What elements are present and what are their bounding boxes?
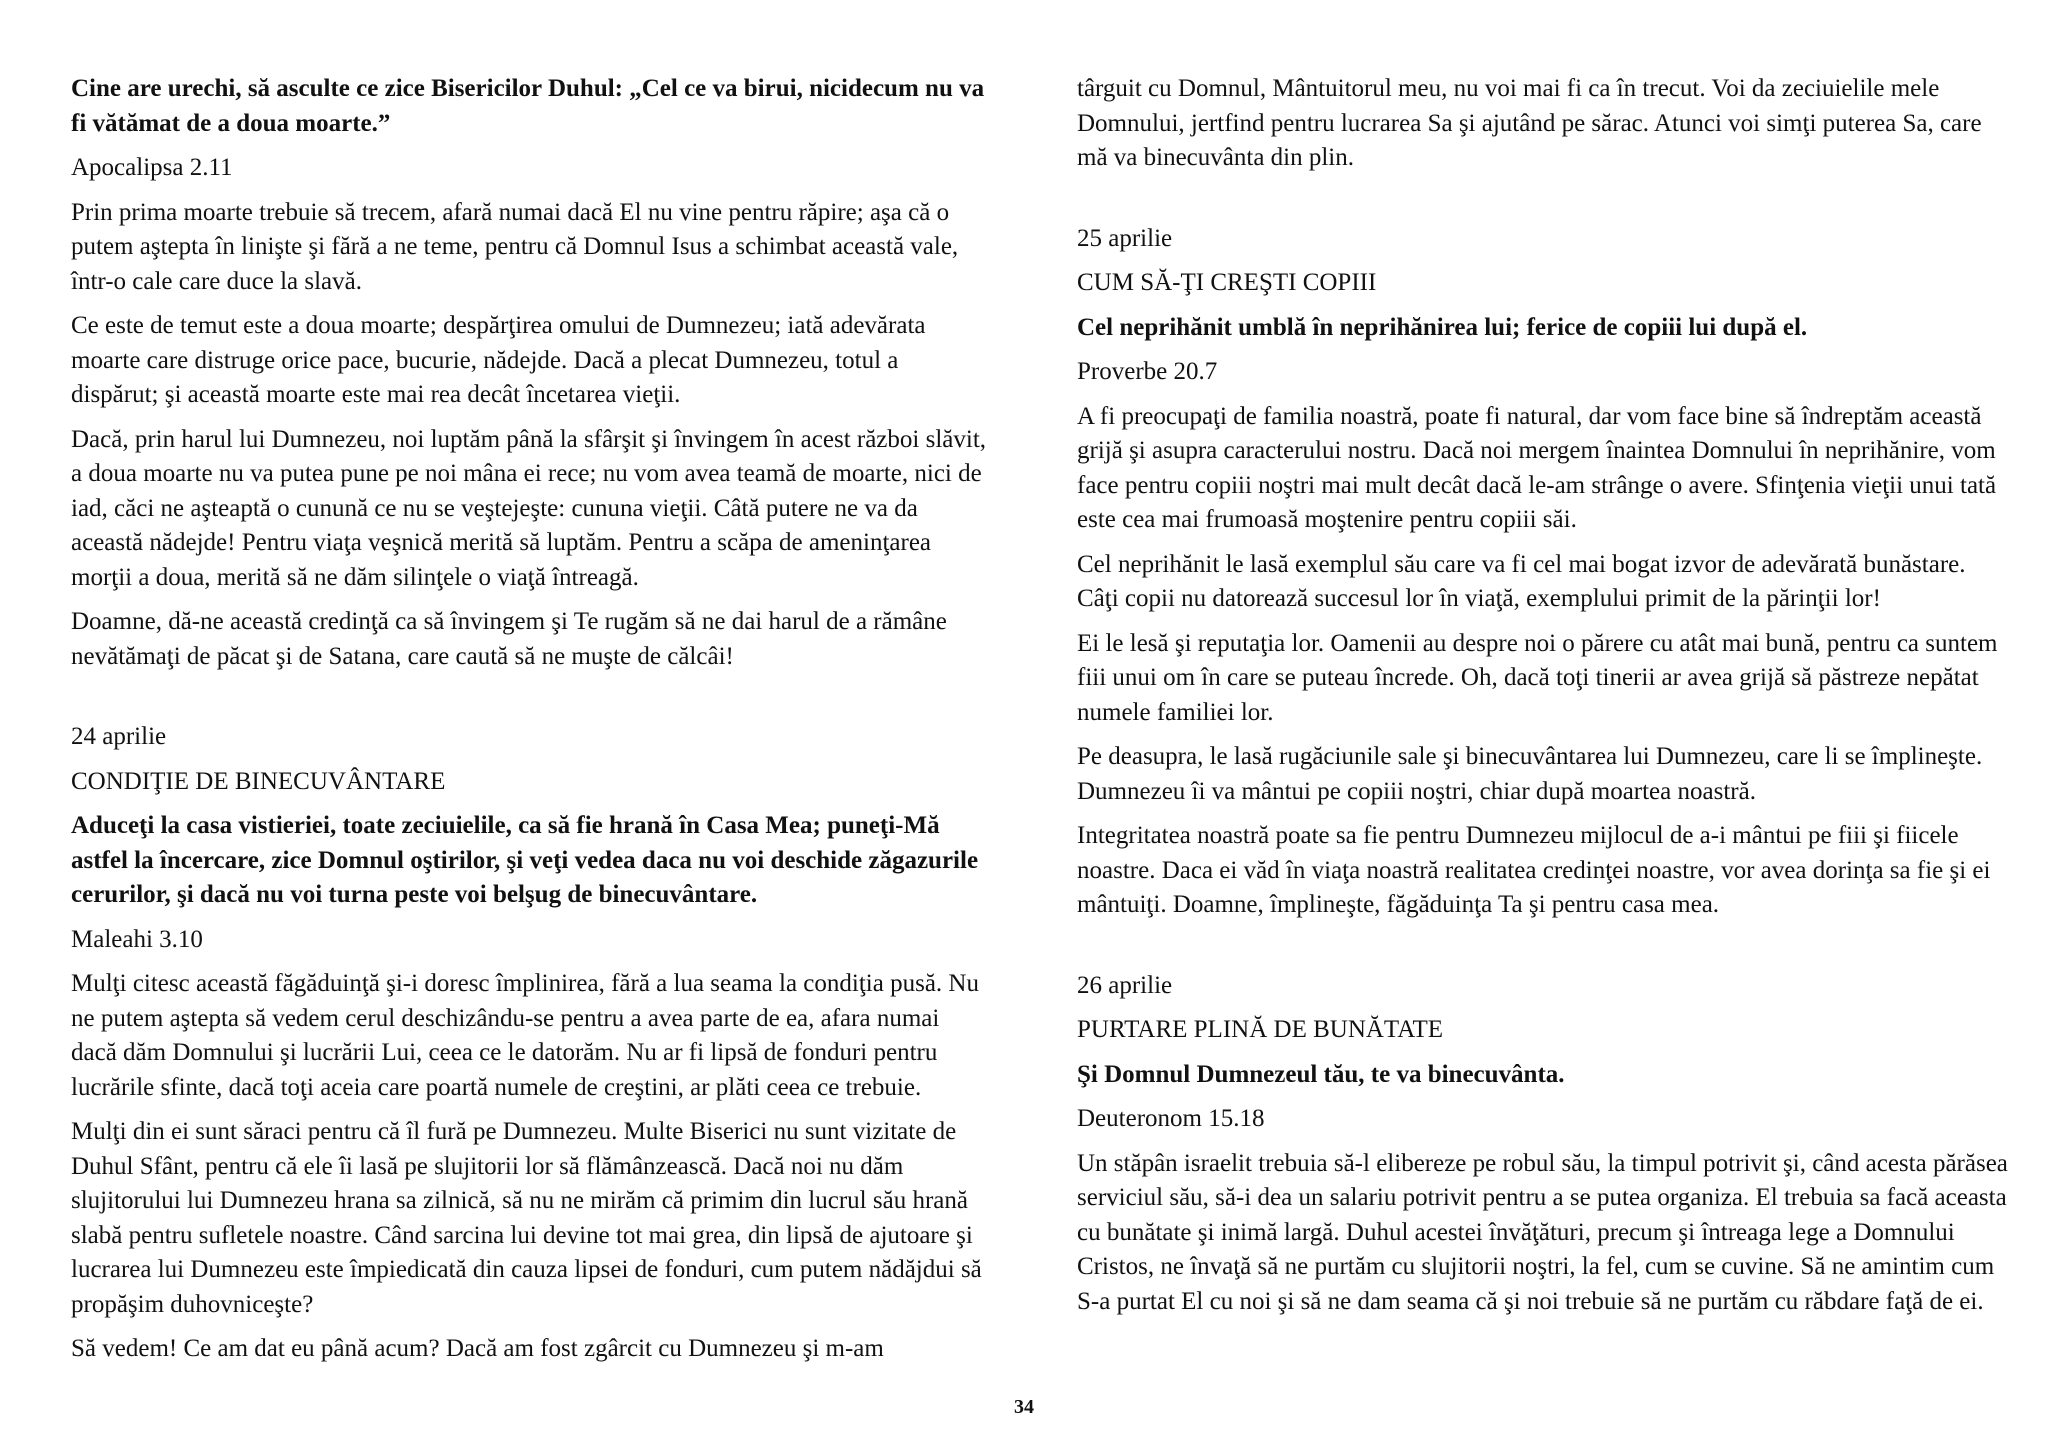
paragraph: Dacă, prin harul lui Dumnezeu, noi luptăm până la sfârşit şi învingem în acest război slăvit, a doua moarte nu va putea pune pe noi mâna ei rece; nu vom avea teamă de moarte, nici de iad, căci ne aşteaptă o cunună ce nu se veştejeşte: cununa vieţii. Câtă putere ne va da această nădejde! Pentru viaţa veşnică merită să luptăm. Pentru a scăpa de ameninţarea morţii a doua, merită să ne dăm silinţele o viaţă întreagă. bbox=[71, 425, 987, 591]
right-column bbox=[1077, 72, 2012, 1319]
paragraph: Mulţi din ei sunt săraci pentru că îl fură pe Dumnezeu. Multe Biserici nu sunt vizitate de Duhul Sfânt, pentru că ele îi lasă pe slujitorii lor să flămânzească. Dacă noi nu dăm slujitorului lui Dumnezeu hrana sa zilnică, să nu ne mirăm că primim din lucrul său hrană slabă pentru sufletele noastre. Când sarcina lui devine tot mai grea, din lipsă de ajutoare şi lucrarea lui Dumnezeu este împiedicată din cauza lipsei de fonduri, cum putem nădăjdui să propăşim duhovniceşte? bbox=[71, 1118, 982, 1318]
intro-verse: Cine are urechi, să asculte ce zice Bisericilor Duhul: „Cel ce va birui, nicidecum nu va fi vătămat de a doua moarte.” bbox=[71, 75, 985, 137]
entry-reference: Maleahi 3.10 bbox=[71, 925, 203, 953]
entry-24-aprilie bbox=[71, 720, 991, 1367]
entry-date: 24 aprilie bbox=[71, 723, 167, 750]
paragraph: Ce este de temut este a doua moarte; despărţirea omului de Dumnezeu; iată adevărata moarte care distruge orice pace, bucurie, nădejde. Dacă a plecat Dumnezeu, totul a dispărut; şi această moarte este mai rea decât încetarea vieţii. bbox=[71, 312, 926, 408]
intro-reference: Apocalipsa 2.11 bbox=[71, 154, 233, 181]
entry-verse: Şi Domnul Dumnezeul tău, te va binecuvânta. bbox=[1077, 1060, 1565, 1088]
paragraph: Ei le lesă şi reputaţia lor. Oamenii au despre noi o părere cu atât mai bună, pentru ca suntem fiii unui om în care se puteau încrede. Oh, dacă toţi tinerii ar avea grijă să păstreze nepătat numele familiei lor. bbox=[1077, 629, 1998, 726]
left-column bbox=[71, 72, 991, 1367]
paragraph: Prin prima moarte trebuie să trecem, afară numai dacă El nu vine pentru răpire; aşa că o putem aştepta în linişte şi fără a ne teme, pentru că Domnul Isus a schimbat această vale, într-o cale care duce la slavă. bbox=[71, 198, 959, 295]
entry-26-aprilie bbox=[1077, 969, 2012, 1320]
entry-date: 26 aprilie bbox=[1077, 971, 1173, 999]
entry-reference: Deuteronom 15.18 bbox=[1077, 1105, 1265, 1132]
paragraph: Integritatea noastră poate sa fie pentru Dumnezeu mijlocul de a-i mântui pe fiii şi fiicele noastre. Daca ei văd în viaţa noastră realitatea credinţei noastre, vor avea dorinţa sa fie şi ei mântuiţi. Doamne, împlineşte, făgăduinţa Ta şi pentru casa mea. bbox=[1077, 822, 1991, 918]
entry-verse: Aduceţi la casa vistieriei, toate zeciuielile, ca să fie hrană în Casa Mea; puneţi-Mă astfel la încercare, zice Domnul oştirilor, şi veţi vedea daca nu voi deschide zăgazurile cerurilor, şi dacă nu voi turna peste voi belşug de binecuvântare. bbox=[71, 812, 979, 908]
entry-title: PURTARE PLINĂ DE BUNĂTATE bbox=[1077, 1016, 1444, 1043]
paragraph: Un stăpân israelit trebuia să-l elibereze pe robul său, la timpul potrivit şi, când acesta părăsea serviciul său, să-i dea un salariu potrivit pentru a se putea organiza. El trebuia sa facă aceasta cu bunătate şi inimă largă. Duhul acestei învăţături, precum şi întreaga lege a Domnului Cristos, ne învaţă să ne purtăm cu slujitorii noştri, la fel, cum se cuvine. Să ne amintim cum S-a purtat El cu noi şi să ne dam seama că şi noi trebuie să ne purtăm cu răbdare faţă de ei. bbox=[1077, 1149, 2008, 1315]
entry-title: CUM SĂ-ŢI CREŞTI COPIII bbox=[1077, 269, 1377, 296]
paragraph: Cel neprihănit le lasă exemplul său care va fi cel mai bogat izvor de adevărată bunăstare. Câţi copii nu datorează succesul lor în viaţă, exemplului primit de la părinţii lor! bbox=[1077, 550, 1966, 612]
entry-25-aprilie bbox=[1077, 222, 2012, 923]
paragraph: Doamne, dă-ne această credinţă ca să învingem şi Te rugăm să ne dai harul de a rămâne nevătămaţi de păcat şi de Satana, care caută să ne muşte de călcâi! bbox=[71, 608, 947, 670]
continuation-paragraph: târguit cu Domnul, Mântuitorul meu, nu voi mai fi ca în trecut. Voi da zeciuielile mele Domnului, jertfind pentru lucrarea Sa şi ajutând pe sărac. Atunci voi simţi puterea Sa, care mă va binecuvânta din plin. bbox=[1077, 75, 1982, 171]
paragraph: A fi preocupaţi de familia noastră, poate fi natural, dar vom face bine să îndreptăm această grijă şi asupra caracterului nostru. Dacă noi mergem înaintea Domnului în neprihănire, vom face pentru copiii noştri mai mult decât dacă le-am strânge o avere. Sfinţenia vieţii unui tată este cea mai frumoasă moştenire pentru copiii săi. bbox=[1077, 402, 1997, 533]
paragraph: Pe deasupra, le lasă rugăciunile sale şi binecuvântarea lui Dumnezeu, care li se împlineşte. Dumnezeu îi va mântui pe copiii noştri, chiar după moartea noastră. bbox=[1077, 743, 1983, 805]
paragraph: Să vedem! Ce am dat eu până acum? Dacă am fost zgârcit cu Dumnezeu şi m-am bbox=[71, 1335, 884, 1362]
entry-reference: Proverbe 20.7 bbox=[1077, 358, 1218, 385]
intro-block bbox=[71, 72, 991, 674]
entry-title: CONDIŢIE DE BINECUVÂNTARE bbox=[71, 767, 446, 795]
entry-verse: Cel neprihănit umblă în neprihănirea lui; ferice de copiii lui după el. bbox=[1077, 313, 1808, 341]
paragraph: Mulţi citesc această făgăduinţă şi-i doresc împlinirea, fără a lua seama la condiţia pusă. Nu ne putem aştepta să vedem cerul deschizându-se pentru a avea parte de ea, afara numai dacă dăm Domnului şi lucrării Lui, ceea ce le datorăm. Nu ar fi lipsă de fonduri pentru lucrările sfinte, dacă toţi aceia care poartă numele de creştini, ar plăti ceea ce trebuie. bbox=[71, 970, 979, 1101]
entry-date: 25 aprilie bbox=[1077, 224, 1173, 252]
page-number: 34 bbox=[1014, 1396, 1034, 1418]
